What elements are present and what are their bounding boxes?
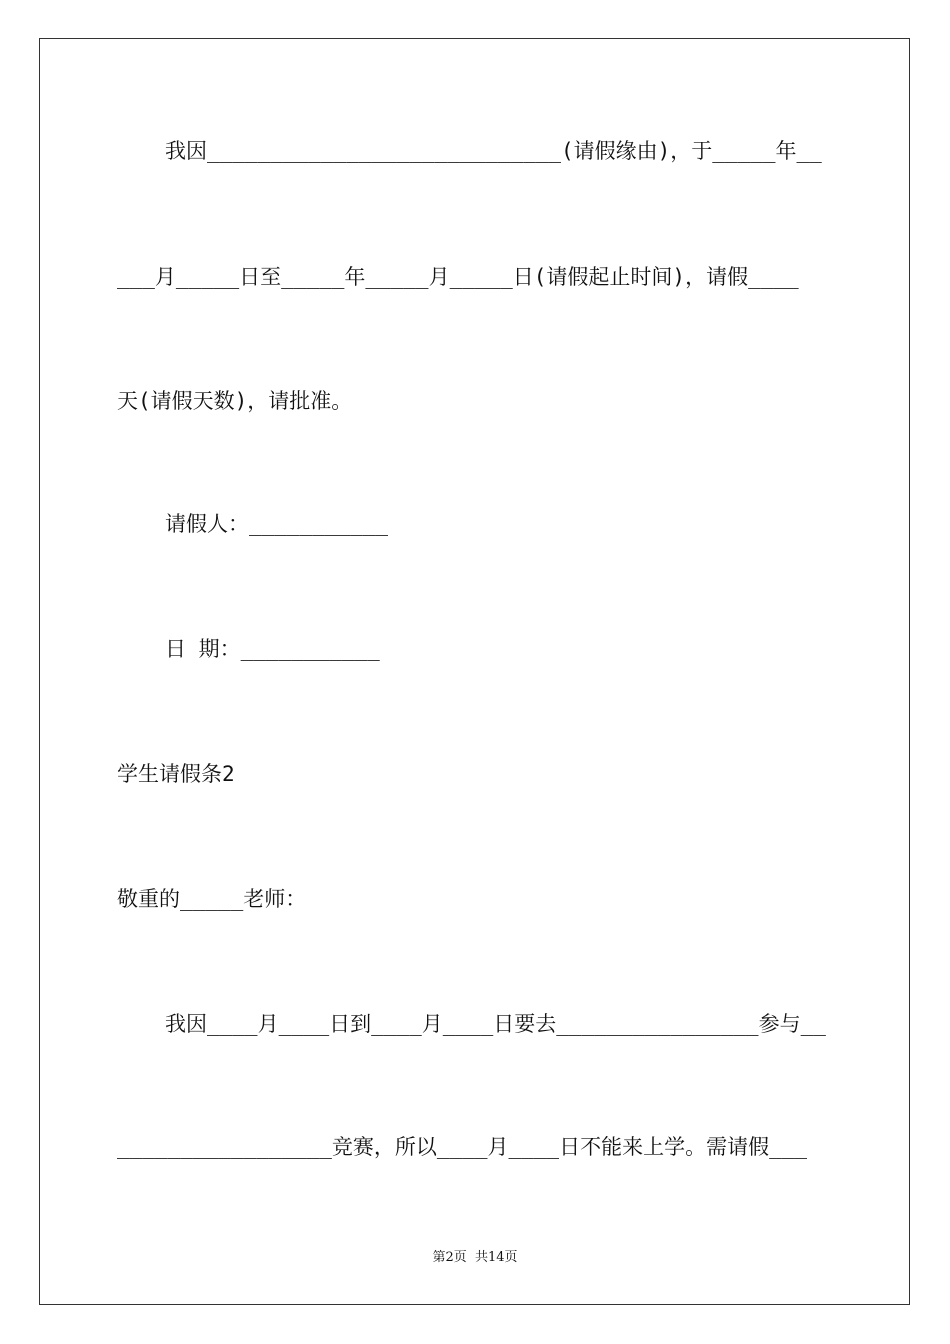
body-line-2: _________________竞赛，所以____月____日不能来上学。需请假___ [117,1135,808,1159]
section-title: 学生请假条2 [117,762,235,786]
page-border [39,38,910,1305]
period-line: ___月_____日至_____年_____月_____日(请假起止时间)，请假____ [117,265,799,289]
page-number: 第2页 共14页 [432,1250,518,1265]
applicant-line: 请假人：___________ [165,512,389,536]
days-line: 天(请假天数)，请批准。 [117,389,353,413]
salutation-line: 敬重的_____老师： [117,887,307,911]
date-line: 日 期：___________ [165,637,380,661]
body-line-1: 我因____月____日到____月____日要去________________参与__ [165,1012,826,1036]
reason-line: 我因____________________________(请假缘由)，于_____年__ [165,139,822,163]
